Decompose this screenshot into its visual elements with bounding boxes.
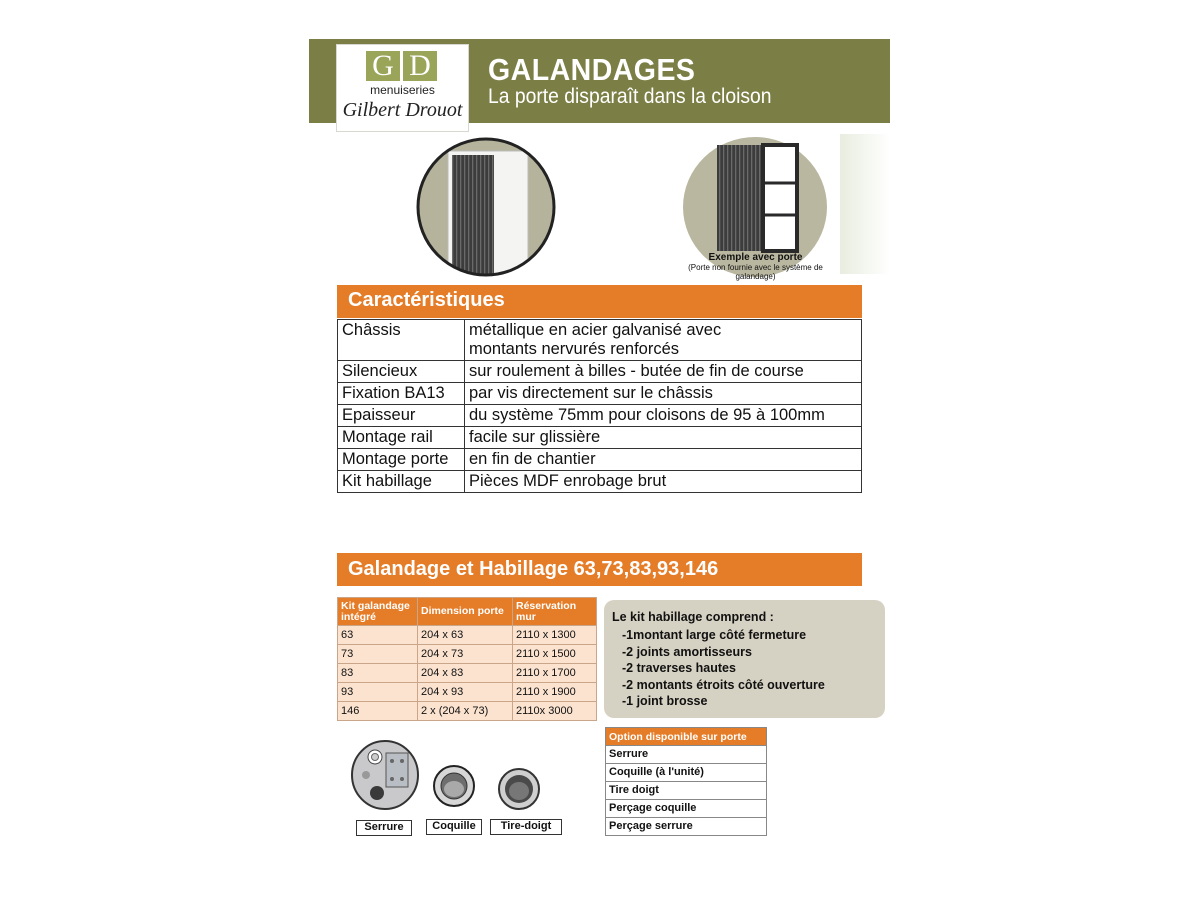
table-cell: 204 x 93	[418, 683, 513, 702]
accessory-label-coquille: Coquille	[426, 819, 482, 835]
row-label: Montage rail	[338, 427, 465, 449]
accessory-label-tire-doigt: Tire-doigt	[490, 819, 562, 835]
table-cell: 204 x 83	[418, 664, 513, 683]
page-title: GALANDAGES	[488, 52, 696, 87]
logo-letter-d: D	[403, 51, 437, 81]
option-item: Tire doigt	[606, 782, 767, 800]
table-cell: 2 x (204 x 73)	[418, 702, 513, 721]
example-caption-note: (Porte non fournie avec le système de galandage)	[688, 263, 823, 281]
example-caption	[688, 252, 823, 281]
coquille-icon	[432, 764, 476, 808]
kit-contents-box	[604, 600, 885, 718]
kit-contents-item: -2 traverses hautes	[622, 661, 736, 675]
table-header-row	[606, 728, 767, 746]
finger-pull-icon	[497, 767, 541, 811]
table-row	[338, 427, 862, 449]
table-cell: 2110 x 1500	[513, 645, 597, 664]
row-label: Montage porte	[338, 449, 465, 471]
brand-logo	[337, 45, 468, 131]
kit-dimensions-table	[337, 597, 597, 721]
table-row	[606, 764, 767, 782]
table-cell: 2110 x 1700	[513, 664, 597, 683]
table-row	[338, 702, 597, 721]
table-row	[606, 782, 767, 800]
row-label: Epaisseur	[338, 405, 465, 427]
logo-line-2: Gilbert Drouot	[342, 99, 463, 121]
option-item: Serrure	[606, 746, 767, 764]
column-header: Kit galandage intégré	[338, 598, 418, 626]
table-row	[606, 746, 767, 764]
example-caption-title: Exemple avec porte	[708, 252, 803, 263]
photo-edge-fade	[840, 134, 890, 274]
lock-icon	[350, 739, 420, 811]
table-row	[338, 471, 862, 493]
table-cell: 204 x 63	[418, 626, 513, 645]
table-row	[338, 361, 862, 383]
table-row	[338, 664, 597, 683]
table-cell: 2110 x 1300	[513, 626, 597, 645]
options-header: Option disponible sur porte	[606, 728, 767, 746]
characteristics-heading: Caractéristiques	[337, 285, 862, 318]
logo-letter-g: G	[366, 51, 400, 81]
kit-contents-item: -1montant large côté fermeture	[622, 628, 807, 642]
table-row	[606, 818, 767, 836]
table-row	[606, 800, 767, 818]
table-row	[338, 626, 597, 645]
logo-line-1: menuiseries	[370, 83, 435, 97]
row-value: métallique en acier galvanisé avec montants nervurés renforcés	[465, 320, 862, 361]
kit-contents-item: -1 joint brosse	[622, 694, 708, 708]
option-item: Perçage serrure	[606, 818, 767, 836]
row-value: du système 75mm pour cloisons de 95 à 100mm	[465, 405, 862, 427]
table-header-row	[338, 598, 597, 626]
row-label: Châssis	[338, 320, 465, 361]
table-row	[338, 449, 862, 471]
row-label: Kit habillage	[338, 471, 465, 493]
row-label: Fixation BA13	[338, 383, 465, 405]
table-cell: 63	[338, 626, 418, 645]
table-row	[338, 683, 597, 702]
row-value: en fin de chantier	[465, 449, 862, 471]
table-row	[338, 645, 597, 664]
accessory-label-serrure: Serrure	[356, 820, 412, 836]
table-cell: 73	[338, 645, 418, 664]
table-cell: 146	[338, 702, 418, 721]
table-cell: 2110x 3000	[513, 702, 597, 721]
table-row	[338, 405, 862, 427]
column-header: Réservation mur	[513, 598, 597, 626]
galandage-heading: Galandage et Habillage 63,73,83,93,146	[337, 553, 862, 586]
kit-contents-item: -2 montants étroits côté ouverture	[622, 677, 825, 692]
options-table	[605, 727, 767, 836]
row-label: Silencieux	[338, 361, 465, 383]
row-value: sur roulement à billes - butée de fin de course	[465, 361, 862, 383]
kit-contents-title: Le kit habillage comprend :	[612, 610, 774, 624]
kit-contents-item: -2 joints amortisseurs	[622, 644, 752, 659]
row-value: par vis directement sur le châssis	[465, 383, 862, 405]
table-cell: 2110 x 1900	[513, 683, 597, 702]
characteristics-table	[337, 319, 862, 493]
table-cell: 83	[338, 664, 418, 683]
column-header: Dimension porte	[418, 598, 513, 626]
row-value: facile sur glissière	[465, 427, 862, 449]
option-item: Perçage coquille	[606, 800, 767, 818]
table-row	[338, 320, 862, 361]
option-item: Coquille (à l'unité)	[606, 764, 767, 782]
table-row	[338, 383, 862, 405]
row-value: Pièces MDF enrobage brut	[465, 471, 862, 493]
door-frame-illustration	[416, 137, 556, 277]
table-cell: 204 x 73	[418, 645, 513, 664]
table-cell: 93	[338, 683, 418, 702]
page-subtitle: La porte disparaît dans la cloison	[488, 85, 772, 108]
